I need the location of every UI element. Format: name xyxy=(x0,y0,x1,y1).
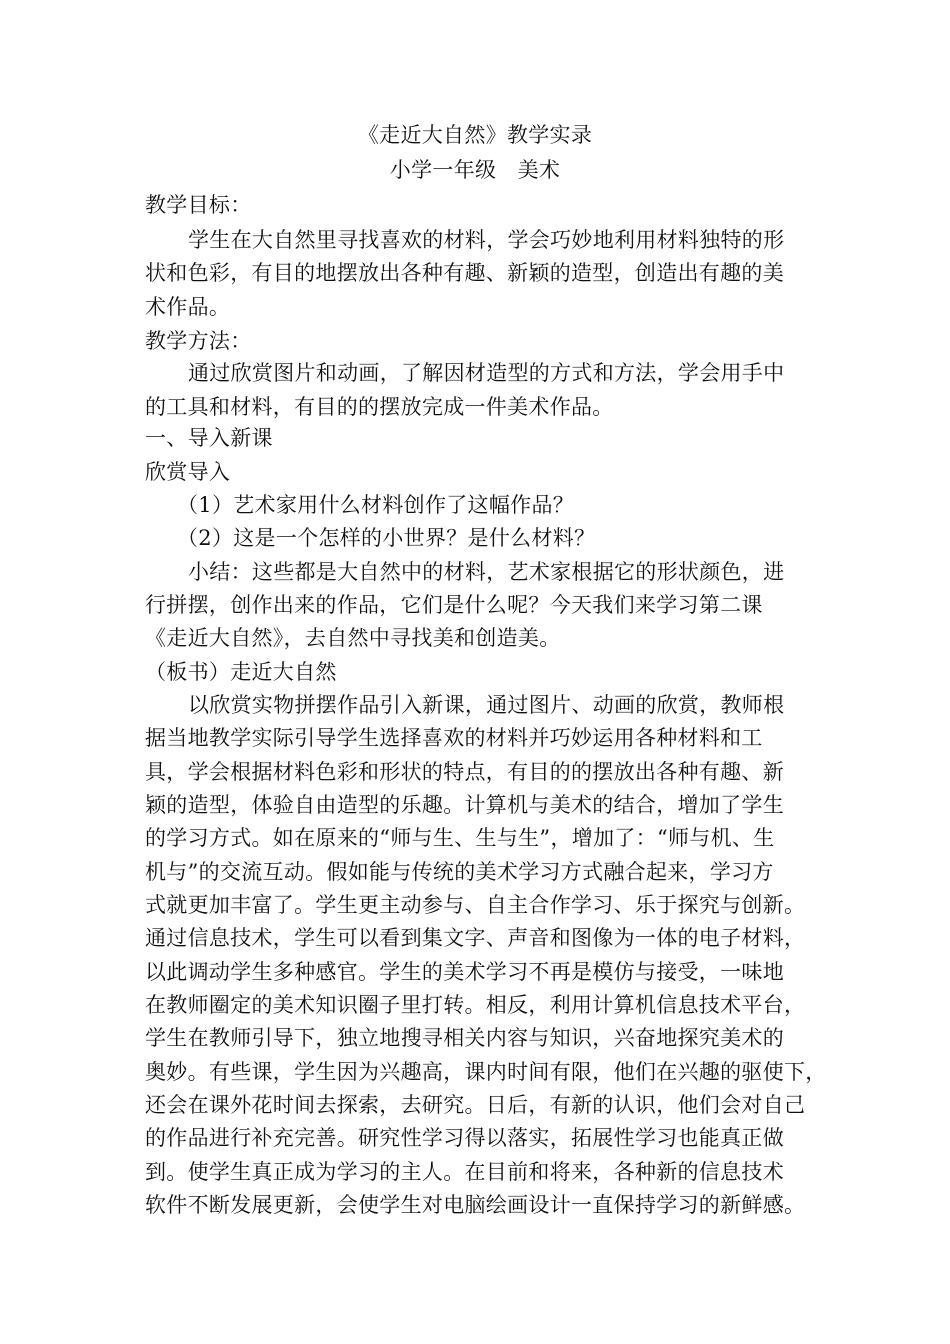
part1-heading: 一、导入新课 xyxy=(145,426,273,450)
body-line: 到。使学生真正成为学习的主人。在目前和将来，各种新的信息技术 xyxy=(145,1160,784,1184)
body-line: 具，学会根据材料色彩和形状的特点，有目的的摆放出各种有趣、新 xyxy=(145,760,784,784)
summary-line: 小结：这些都是大自然中的材料，艺术家根据它的形状颜色，进 xyxy=(188,560,785,584)
body-line: 在教师圈定的美术知识圈子里打转。相反，利用计算机信息技术平台， xyxy=(145,993,806,1017)
method-line: 通过欣赏图片和动画，了解因材造型的方式和方法，学会用手中 xyxy=(188,361,785,385)
body-line: 机与”的交流互动。假如能与传统的美术学习方式融合起来，学习方 xyxy=(145,860,774,884)
body-line: 软件不断发展更新，会使学生对电脑绘画设计一直保持学习的新鲜感。 xyxy=(145,1193,806,1217)
document-title: 《走近大自然》教学实录 xyxy=(357,123,593,147)
body-line: 以此调动学生多种感官。学生的美术学习不再是模仿与接受，一味地 xyxy=(145,960,784,984)
body-line: 学生在教师引导下，独立地搜寻相关内容与知识，兴奋地探究美术的 xyxy=(145,1026,784,1050)
board-note: （板书）走近大自然 xyxy=(145,660,337,684)
body-line: 的学习方式。如在原来的“师与生、生与生”，增加了：“师与机、生 xyxy=(145,826,775,850)
goal-line: 状和色彩，有目的地摆放出各种有趣、新颖的造型，创造出有趣的美 xyxy=(145,261,784,285)
question-2: （2）这是一个怎样的小世界？是什么材料？ xyxy=(177,526,596,550)
body-line: 的作品进行补充完善。研究性学习得以落实，拓展性学习也能真正做 xyxy=(145,1126,784,1150)
goal-heading: 教学目标： xyxy=(145,193,252,217)
body-line: 奥妙。有些课，学生因为兴趣高，课内时间有限，他们在兴趣的驱使下， xyxy=(145,1060,827,1084)
goal-line: 术作品。 xyxy=(145,295,231,319)
summary-line: 行拼摆，创作出来的作品，它们是什么呢？今天我们来学习第二课 xyxy=(145,593,763,617)
summary-line: 《走近大自然》，去自然中寻找美和创造美。 xyxy=(145,626,561,650)
body-line: 据当地教学实际引导学生选择喜欢的材料并巧妙运用各种材料和工 xyxy=(145,726,763,750)
body-line: 以欣赏实物拼摆作品引入新课，通过图片、动画的欣赏，教师根 xyxy=(188,693,785,717)
question-1: （1）艺术家用什么材料创作了这幅作品？ xyxy=(177,493,575,517)
appreciation-heading: 欣赏导入 xyxy=(145,460,231,484)
body-line: 颖的造型，体验自由造型的乐趣。计算机与美术的结合，增加了学生 xyxy=(145,793,784,817)
method-line: 的工具和材料，有目的的摆放完成一件美术作品。 xyxy=(145,395,614,419)
method-heading: 教学方法： xyxy=(145,329,252,353)
goal-line: 学生在大自然里寻找喜欢的材料，学会巧妙地利用材料独特的形 xyxy=(188,228,785,252)
body-line: 通过信息技术，学生可以看到集文字、声音和图像为一体的电子材料， xyxy=(145,926,806,950)
body-line: 式就更加丰富了。学生更主动参与、自主合作学习、乐于探究与创新。 xyxy=(145,893,806,917)
document-subtitle: 小学一年级 美术 xyxy=(389,158,561,182)
body-line: 还会在课外花时间去探索，去研究。日后，有新的认识，他们会对自己 xyxy=(145,1093,806,1117)
